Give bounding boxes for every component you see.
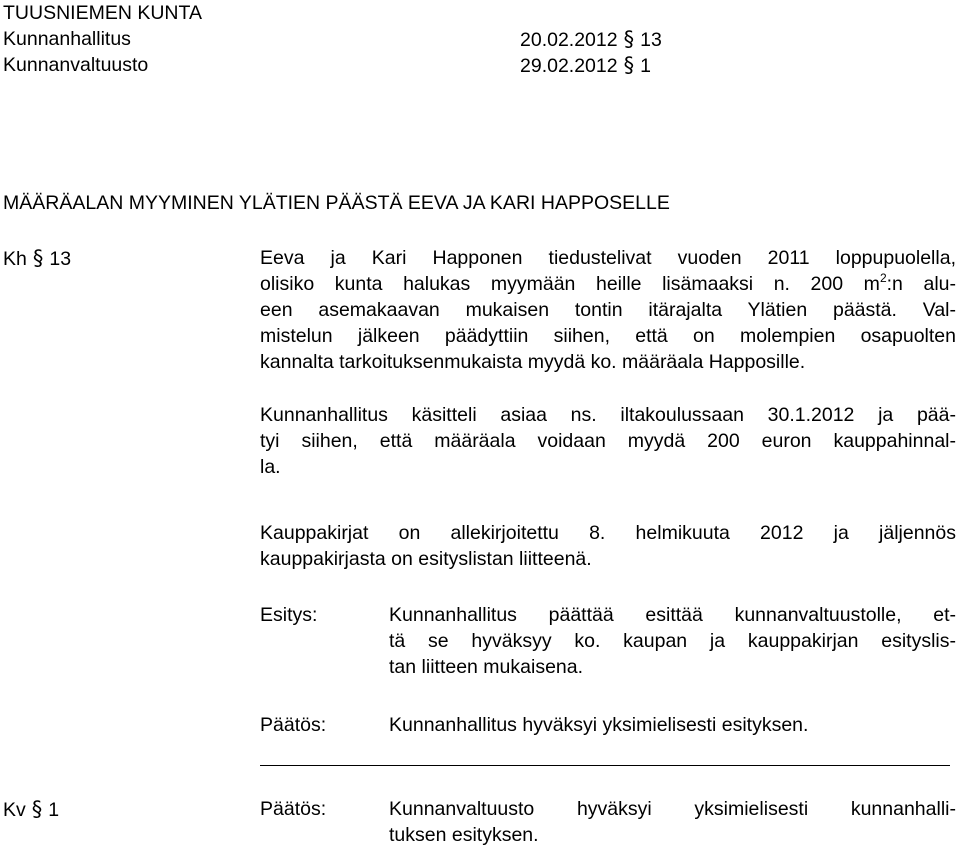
document-title: MÄÄRÄALAN MYYMINEN YLÄTIEN PÄÄSTÄ EEVA JA KARI HAPPOSELLE (3, 192, 670, 214)
superscript: 2 (879, 270, 887, 285)
text-line: een asemakaavan mukaisen tontin itärajalta Ylätien päästä. Val- (260, 299, 956, 321)
meeting-body-name: Kunnanvaltuusto (3, 54, 149, 76)
kh-paragraph-2 (260, 402, 956, 480)
text-line: tyi siihen, että määräala voidaan myydä 200 euron kauppahinnal- (260, 430, 956, 452)
org-name: TUUSNIEMEN KUNTA (3, 2, 202, 24)
meeting-body-name: Kunnanhallitus (3, 28, 131, 50)
text-line: tuksen esityksen. (389, 824, 539, 846)
text-line: kauppakirjasta on esityslistan liitteenä. (260, 548, 592, 570)
text-line: Kunnanhallitus päättää esittää kunnanvaltuustolle, et- (389, 604, 956, 626)
text-line: la. (260, 456, 281, 478)
kh-prefix: Kh (3, 248, 27, 270)
text-line: olisiko kunta halukas myymään heille lisämaaksi n. 200 $m^2:n$ alu- (260, 270, 956, 295)
kv-section-ref (3, 796, 59, 823)
section-symbol: § (623, 53, 635, 77)
text-line: tan liitteen mukaisena. (389, 656, 584, 678)
kh-paragraph-1 (260, 245, 956, 375)
meeting-ref (520, 26, 662, 53)
meeting-ref (520, 52, 651, 79)
section-number: 13 (640, 29, 662, 51)
section-number: 1 (640, 55, 651, 77)
text-line: tä se hyväksyy ko. kaupan ja kauppakirjan esityslis- (389, 630, 956, 652)
esitys-label: Esitys: (260, 604, 318, 626)
kv-prefix: Kv (3, 799, 26, 821)
kv-number: 1 (48, 799, 60, 821)
text-line: Kauppakirjat on allekirjoitettu 8. helmikuuta 2012 ja jäljennös (260, 522, 956, 544)
section-symbol: § (31, 797, 43, 821)
kh-paragraph-3 (260, 520, 956, 572)
text-line: Kunnanvaltuusto hyväksyi yksimielisesti kunnanhalli- (389, 798, 956, 820)
section-symbol: § (623, 27, 635, 51)
section-divider (260, 765, 950, 766)
meeting-date: 29.02.2012 (520, 55, 618, 77)
text-line: Kunnanhallitus käsitteli asiaa ns. iltakoulussaan 30.1.2012 ja pää- (260, 404, 956, 426)
kh-paatos-text: Kunnanhallitus hyväksyi yksimielisesti esityksen. (389, 714, 809, 736)
esitys-text (389, 602, 956, 680)
text-line: Eeva ja Kari Happonen tiedustelivat vuoden 2011 loppupuolella, (260, 247, 956, 269)
kh-number: 13 (49, 248, 72, 270)
section-symbol: § (32, 246, 44, 270)
meeting-date: 20.02.2012 (520, 29, 618, 51)
kh-section-ref (3, 245, 71, 272)
kv-paatos-label: Päätös: (260, 798, 327, 820)
text-line: mistelun jälkeen päädyttiin siihen, että on molempien osapuolten (260, 325, 956, 347)
kh-paatos-label: Päätös: (260, 714, 327, 736)
kv-paatos-text (389, 796, 956, 848)
text-line: kannalta tarkoituksenmukaista myydä ko. määräala Happosille. (260, 351, 806, 373)
